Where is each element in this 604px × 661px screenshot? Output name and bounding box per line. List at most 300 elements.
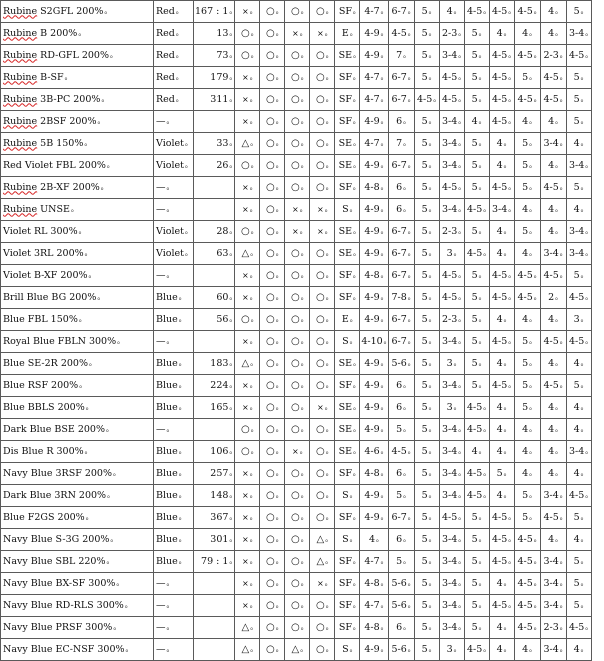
- grade-cell-text: 5: [522, 379, 529, 391]
- grade-cell: [464, 573, 489, 595]
- rating-symbol-cell-text: ×: [242, 204, 249, 214]
- grade-cell: [388, 243, 414, 265]
- grade-cell-text: 4-5: [466, 489, 483, 501]
- cell-end-mark-icon: ₒ: [533, 293, 537, 302]
- ci-number-cell-text: 26: [216, 159, 229, 171]
- shade-cell: [154, 419, 194, 441]
- ci-number-cell: [194, 133, 235, 155]
- grade-cell-text: 4: [522, 115, 529, 127]
- cell-end-mark-icon: ₒ: [249, 579, 253, 588]
- cell-end-mark-icon: ₒ: [166, 183, 170, 192]
- grade-cell: [540, 287, 566, 309]
- rating-symbol-cell-text: ○: [266, 27, 275, 39]
- cell-end-mark-icon: ₒ: [380, 403, 384, 412]
- grade-cell: [514, 639, 540, 661]
- cell-end-mark-icon: ₒ: [184, 249, 188, 258]
- grade-cell: [464, 507, 489, 529]
- grade-cell-text: 4-7: [364, 599, 380, 611]
- cell-end-mark-icon: ₒ: [580, 513, 584, 522]
- cell-end-mark-icon: ₒ: [349, 645, 353, 654]
- cell-end-mark-icon: ₒ: [580, 425, 584, 434]
- cell-end-mark-icon: ₒ: [407, 293, 411, 302]
- cell-end-mark-icon: ₒ: [300, 557, 304, 566]
- cell-end-mark-icon: ₒ: [428, 315, 432, 324]
- cell-end-mark-icon: ₒ: [407, 227, 411, 236]
- cell-end-mark-icon: ₒ: [533, 601, 537, 610]
- table-row: [1, 265, 592, 287]
- grade-cell: [566, 287, 591, 309]
- cell-end-mark-icon: ₒ: [324, 29, 328, 38]
- grade-cell-text: 4-9: [364, 423, 380, 435]
- grade-cell-text: 4-9: [364, 643, 380, 655]
- grade-cell-text: 5: [522, 159, 529, 171]
- shade-cell-text: Blue: [156, 489, 178, 501]
- grade-cell: [414, 485, 439, 507]
- dye-name-text: Dark Blue 3RN 200%: [3, 489, 107, 501]
- shade-cell: [154, 265, 194, 287]
- shade-cell: [154, 309, 194, 331]
- grade-cell-text: 6-7: [391, 313, 407, 325]
- cell-end-mark-icon: ₒ: [229, 469, 233, 478]
- rating-symbol-cell: [235, 23, 260, 45]
- ci-number-cell: [194, 199, 235, 221]
- cell-end-mark-icon: ₒ: [249, 293, 253, 302]
- cell-end-mark-icon: ₒ: [352, 271, 356, 280]
- grade-cell-text: 4-5: [391, 27, 407, 39]
- cell-end-mark-icon: ₒ: [107, 491, 110, 500]
- dye-type-cell: [335, 265, 360, 287]
- rating-symbol-cell: [310, 243, 335, 265]
- rating-symbol-cell: [235, 551, 260, 573]
- grade-cell: [464, 463, 489, 485]
- grade-cell: [388, 595, 414, 617]
- shade-cell: [154, 45, 194, 67]
- grade-cell-text: 5: [421, 225, 428, 237]
- cell-end-mark-icon: ₒ: [458, 579, 462, 588]
- ci-number-cell: [194, 485, 235, 507]
- cell-end-mark-icon: ₒ: [529, 117, 533, 126]
- grade-cell: [514, 573, 540, 595]
- grade-cell: [360, 507, 388, 529]
- grade-cell-text: 3-4: [441, 335, 458, 347]
- cell-end-mark-icon: ₒ: [555, 161, 559, 170]
- grade-cell: [566, 375, 591, 397]
- rating-symbol-cell: [260, 199, 285, 221]
- ci-number-cell-text: 60: [216, 291, 229, 303]
- cell-end-mark-icon: ₒ: [428, 601, 432, 610]
- grade-cell: [540, 89, 566, 111]
- grade-cell-text: 3-4: [543, 599, 559, 611]
- rating-symbol-cell-text: ○: [266, 93, 275, 105]
- grade-cell: [414, 243, 439, 265]
- cell-end-mark-icon: ₒ: [503, 579, 507, 588]
- grade-cell: [439, 595, 464, 617]
- rating-symbol-cell: [260, 133, 285, 155]
- rating-symbol-cell: [310, 639, 335, 661]
- grade-cell: [540, 331, 566, 353]
- grade-cell-text: 5: [421, 5, 428, 17]
- grade-cell-text: 5: [471, 533, 478, 545]
- cell-end-mark-icon: ₒ: [580, 535, 584, 544]
- grade-cell-text: 5: [421, 643, 428, 655]
- cell-end-mark-icon: ₒ: [229, 381, 233, 390]
- rating-symbol-cell-text: ○: [266, 555, 275, 567]
- grade-cell: [566, 617, 591, 639]
- grade-cell: [464, 309, 489, 331]
- rating-symbol-cell-text: ○: [291, 379, 300, 391]
- ci-number-cell: [194, 67, 235, 89]
- grade-cell: [388, 551, 414, 573]
- cell-end-mark-icon: ₒ: [503, 491, 507, 500]
- cell-end-mark-icon: ₒ: [380, 557, 384, 566]
- grade-cell-text: 4-5: [466, 423, 483, 435]
- dye-type-cell-text: SF: [338, 467, 352, 479]
- rating-symbol-cell: [260, 397, 285, 419]
- grade-cell: [540, 155, 566, 177]
- dye-type-cell: [335, 573, 360, 595]
- cell-end-mark-icon: ₒ: [403, 139, 407, 148]
- cell-end-mark-icon: ₒ: [106, 161, 110, 170]
- dye-name-cell: [1, 67, 154, 89]
- cell-end-mark-icon: ₒ: [503, 29, 507, 38]
- shade-cell-text: Violet: [156, 247, 184, 259]
- cell-end-mark-icon: ₒ: [175, 51, 179, 60]
- cell-end-mark-icon: ₒ: [458, 227, 462, 236]
- grade-cell-text: 2: [548, 291, 555, 303]
- shade-cell-text: —: [156, 577, 166, 589]
- grade-cell: [414, 67, 439, 89]
- cell-end-mark-icon: ₒ: [352, 183, 356, 192]
- ci-number-cell-text: 33: [216, 137, 229, 149]
- grade-cell-text: 5: [421, 247, 428, 259]
- grade-cell-text: 5: [421, 599, 428, 611]
- table-row: [1, 287, 592, 309]
- shade-cell: [154, 23, 194, 45]
- cell-end-mark-icon: ₒ: [428, 183, 432, 192]
- grade-cell: [540, 551, 566, 573]
- cell-end-mark-icon: ₒ: [559, 513, 563, 522]
- table-row: [1, 573, 592, 595]
- ci-number-cell-text: 148: [210, 489, 229, 501]
- grade-cell: [360, 463, 388, 485]
- rating-symbol-cell-text: ×: [242, 116, 249, 126]
- grade-cell-text: 4: [471, 445, 478, 457]
- grade-cell-text: 4: [573, 423, 580, 435]
- grade-cell: [566, 243, 591, 265]
- rating-symbol-cell: [285, 243, 310, 265]
- rating-symbol-cell-text: ○: [291, 5, 300, 17]
- ci-number-cell: [194, 265, 235, 287]
- grade-cell: [439, 1, 464, 23]
- cell-end-mark-icon: ₒ: [508, 51, 512, 60]
- grade-cell-text: 4-5: [517, 269, 533, 281]
- grade-cell-text: 3-4: [543, 643, 559, 655]
- table-row: [1, 177, 592, 199]
- ci-number-cell: [194, 573, 235, 595]
- grade-cell: [414, 397, 439, 419]
- grade-cell-text: 4-5: [568, 335, 585, 347]
- spellcheck-word: Rubine: [3, 49, 38, 61]
- grade-cell-text: 4-5: [543, 335, 559, 347]
- spellcheck-word: Rubine: [3, 27, 38, 39]
- rating-symbol-cell-text: ×: [242, 182, 249, 192]
- cell-end-mark-icon: ₒ: [580, 7, 584, 16]
- grade-cell: [566, 353, 591, 375]
- grade-cell-text: 4-9: [364, 313, 380, 325]
- grade-cell-text: 5: [573, 599, 580, 611]
- dye-name-text: Blue RSF 200%: [3, 379, 79, 391]
- grade-cell: [414, 441, 439, 463]
- cell-end-mark-icon: ₒ: [300, 513, 304, 522]
- cell-end-mark-icon: ₒ: [529, 29, 533, 38]
- grade-cell: [566, 1, 591, 23]
- cell-end-mark-icon: ₒ: [508, 117, 512, 126]
- grade-cell-text: 5: [421, 137, 428, 149]
- grade-cell-text: 5: [471, 313, 478, 325]
- table-row: [1, 111, 592, 133]
- grade-cell-text: 3-4: [441, 621, 458, 633]
- grade-cell: [566, 309, 591, 331]
- cell-end-mark-icon: ₒ: [110, 51, 113, 60]
- cell-end-mark-icon: ₒ: [380, 183, 384, 192]
- cell-end-mark-icon: ₒ: [275, 7, 279, 16]
- cell-end-mark-icon: ₒ: [380, 579, 384, 588]
- cell-end-mark-icon: ₒ: [580, 579, 584, 588]
- cell-end-mark-icon: ₒ: [325, 95, 329, 104]
- rating-symbol-cell: [235, 243, 260, 265]
- cell-end-mark-icon: ₒ: [407, 271, 411, 280]
- cell-end-mark-icon: ₒ: [458, 205, 462, 214]
- cell-end-mark-icon: ₒ: [555, 535, 559, 544]
- cell-end-mark-icon: ₒ: [325, 601, 329, 610]
- cell-end-mark-icon: ₒ: [250, 645, 254, 654]
- cell-end-mark-icon: ₒ: [478, 381, 482, 390]
- grade-cell-text: 4: [368, 533, 376, 545]
- grade-cell: [414, 529, 439, 551]
- grade-cell-text: 3-4: [543, 489, 559, 501]
- cell-end-mark-icon: ₒ: [184, 139, 188, 148]
- cell-end-mark-icon: ₒ: [178, 315, 182, 324]
- grade-cell-text: 4-5: [517, 49, 533, 61]
- rating-symbol-cell: [285, 67, 310, 89]
- grade-cell: [464, 89, 489, 111]
- grade-cell: [439, 485, 464, 507]
- grade-cell: [566, 551, 591, 573]
- grade-cell: [414, 639, 439, 661]
- cell-end-mark-icon: ₒ: [275, 271, 279, 280]
- ci-number-cell-text: 73: [216, 49, 229, 61]
- ci-number-cell-text: 367: [210, 511, 229, 523]
- dye-name-text: S2GFL 200%: [40, 5, 104, 17]
- cell-end-mark-icon: ₒ: [275, 513, 279, 522]
- grade-cell-text: 4: [548, 159, 555, 171]
- grade-cell: [514, 287, 540, 309]
- grade-cell: [439, 199, 464, 221]
- grade-cell: [464, 419, 489, 441]
- rating-symbol-cell-text: ×: [242, 490, 249, 500]
- cell-end-mark-icon: ₒ: [453, 359, 457, 368]
- ci-number-cell: [194, 595, 235, 617]
- cell-end-mark-icon: ₒ: [503, 315, 507, 324]
- rating-symbol-cell: [260, 529, 285, 551]
- grade-cell-text: 4-5: [491, 115, 508, 127]
- grade-cell-text: 3: [446, 401, 453, 413]
- cell-end-mark-icon: ₒ: [428, 117, 432, 126]
- grade-cell-text: 3-4: [441, 115, 458, 127]
- cell-end-mark-icon: ₒ: [166, 645, 170, 654]
- cell-end-mark-icon: ₒ: [585, 293, 589, 302]
- cell-end-mark-icon: ₒ: [352, 293, 356, 302]
- grade-cell: [414, 463, 439, 485]
- cell-end-mark-icon: ₒ: [116, 579, 120, 588]
- cell-end-mark-icon: ₒ: [555, 469, 559, 478]
- rating-symbol-cell-text: ○: [266, 511, 275, 523]
- grade-cell: [360, 331, 388, 353]
- rating-symbol-cell: [235, 133, 260, 155]
- rating-symbol-cell: [235, 221, 260, 243]
- cell-end-mark-icon: ₒ: [478, 183, 482, 192]
- grade-cell-text: 5: [522, 401, 529, 413]
- grade-cell-text: 6-7: [391, 511, 407, 523]
- table-row: [1, 463, 592, 485]
- grade-cell: [514, 45, 540, 67]
- rating-symbol-cell-text: ○: [291, 115, 300, 127]
- cell-end-mark-icon: ₒ: [458, 117, 462, 126]
- cell-end-mark-icon: ₒ: [352, 469, 356, 478]
- rating-symbol-cell: [285, 441, 310, 463]
- dye-type-cell-text: SE: [338, 423, 353, 435]
- grade-cell-text: 3-4: [441, 379, 458, 391]
- grade-cell: [464, 155, 489, 177]
- grade-cell-text: 4: [548, 5, 555, 17]
- grade-cell: [489, 463, 514, 485]
- cell-end-mark-icon: ₒ: [250, 359, 254, 368]
- rating-symbol-cell: [235, 397, 260, 419]
- rating-symbol-cell-text: ×: [242, 534, 249, 544]
- dye-type-cell-text: SF: [338, 621, 352, 633]
- cell-end-mark-icon: ₒ: [503, 469, 507, 478]
- grade-cell: [514, 463, 540, 485]
- grade-cell: [514, 243, 540, 265]
- cell-end-mark-icon: ₒ: [325, 381, 329, 390]
- rating-symbol-cell-text: ○: [266, 621, 275, 633]
- rating-symbol-cell-text: ×: [242, 94, 249, 104]
- rating-symbol-cell-text: ○: [291, 357, 300, 369]
- grade-cell-text: 4-6: [364, 445, 380, 457]
- rating-symbol-cell-text: ×: [242, 292, 249, 302]
- grade-cell-text: 2-3: [441, 313, 458, 325]
- cell-end-mark-icon: ₒ: [275, 645, 279, 654]
- cell-end-mark-icon: ₒ: [299, 227, 303, 236]
- cell-end-mark-icon: ₒ: [249, 491, 253, 500]
- rating-symbol-cell: [310, 199, 335, 221]
- rating-symbol-cell: [285, 89, 310, 111]
- grade-cell: [540, 617, 566, 639]
- grade-cell: [439, 639, 464, 661]
- cell-end-mark-icon: ₒ: [555, 425, 559, 434]
- cell-end-mark-icon: ₒ: [380, 425, 384, 434]
- cell-end-mark-icon: ₒ: [407, 73, 411, 82]
- spellcheck-word: Rubine: [3, 137, 38, 149]
- shade-cell: [154, 463, 194, 485]
- rating-symbol-cell-text: ○: [316, 489, 325, 501]
- cell-end-mark-icon: ₒ: [529, 491, 533, 500]
- grade-cell: [414, 177, 439, 199]
- cell-end-mark-icon: ₒ: [229, 293, 233, 302]
- rating-symbol-cell: [235, 353, 260, 375]
- cell-end-mark-icon: ₒ: [458, 337, 462, 346]
- cell-end-mark-icon: ₒ: [275, 29, 279, 38]
- grade-cell-text: 5: [471, 379, 478, 391]
- grade-cell-text: 5: [573, 5, 580, 17]
- grade-cell-text: 4-5: [491, 93, 508, 105]
- dye-name-text: Blue FBL 150%: [3, 313, 78, 325]
- cell-end-mark-icon: ₒ: [428, 359, 432, 368]
- grade-cell: [566, 595, 591, 617]
- rating-symbol-cell-text: ○: [266, 115, 275, 127]
- cell-end-mark-icon: ₒ: [533, 271, 537, 280]
- cell-end-mark-icon: ₒ: [555, 29, 559, 38]
- cell-end-mark-icon: ₒ: [555, 447, 559, 456]
- cell-end-mark-icon: ₒ: [84, 447, 88, 456]
- cell-end-mark-icon: ₒ: [178, 535, 182, 544]
- grade-cell-text: 3-4: [441, 489, 458, 501]
- grade-cell-text: 4-5: [441, 269, 458, 281]
- grade-cell: [388, 353, 414, 375]
- cell-end-mark-icon: ₒ: [559, 95, 563, 104]
- grade-cell-text: 3-4: [543, 247, 559, 259]
- cell-end-mark-icon: ₒ: [428, 249, 432, 258]
- cell-end-mark-icon: ₒ: [229, 161, 233, 170]
- cell-end-mark-icon: ₒ: [275, 315, 279, 324]
- cell-end-mark-icon: ₒ: [383, 337, 387, 346]
- cell-end-mark-icon: ₒ: [105, 425, 109, 434]
- rating-symbol-cell-text: ×: [242, 578, 249, 588]
- cell-end-mark-icon: ₒ: [533, 557, 537, 566]
- grade-cell: [540, 595, 566, 617]
- rating-symbol-cell: [235, 485, 260, 507]
- cell-end-mark-icon: ₒ: [559, 601, 563, 610]
- rating-symbol-cell-text: ×: [242, 6, 249, 16]
- cell-end-mark-icon: ₒ: [555, 205, 559, 214]
- cell-end-mark-icon: ₒ: [250, 29, 254, 38]
- grade-cell-text: 3-4: [441, 203, 458, 215]
- rating-symbol-cell: [285, 331, 310, 353]
- cell-end-mark-icon: ₒ: [458, 557, 462, 566]
- cell-end-mark-icon: ₒ: [508, 183, 512, 192]
- cell-end-mark-icon: ₒ: [403, 117, 407, 126]
- cell-end-mark-icon: ₒ: [483, 491, 487, 500]
- cell-end-mark-icon: ₒ: [380, 447, 384, 456]
- grade-cell: [540, 221, 566, 243]
- cell-end-mark-icon: ₒ: [352, 117, 356, 126]
- rating-symbol-cell-text: ×: [242, 512, 249, 522]
- cell-end-mark-icon: ₒ: [380, 161, 384, 170]
- grade-cell-text: 3-4: [441, 137, 458, 149]
- rating-symbol-cell-text: ×: [242, 72, 249, 82]
- cell-end-mark-icon: ₒ: [178, 359, 182, 368]
- cell-end-mark-icon: ₒ: [529, 139, 533, 148]
- grade-cell: [566, 221, 591, 243]
- cell-end-mark-icon: ₒ: [478, 623, 482, 632]
- cell-end-mark-icon: ₒ: [559, 645, 563, 654]
- grade-cell-text: 5: [421, 27, 428, 39]
- cell-end-mark-icon: ₒ: [428, 645, 432, 654]
- rating-symbol-cell-text: ○: [241, 49, 250, 61]
- cell-end-mark-icon: ₒ: [352, 7, 356, 16]
- cell-end-mark-icon: ₒ: [300, 51, 304, 60]
- grade-cell-text: 4-9: [364, 379, 380, 391]
